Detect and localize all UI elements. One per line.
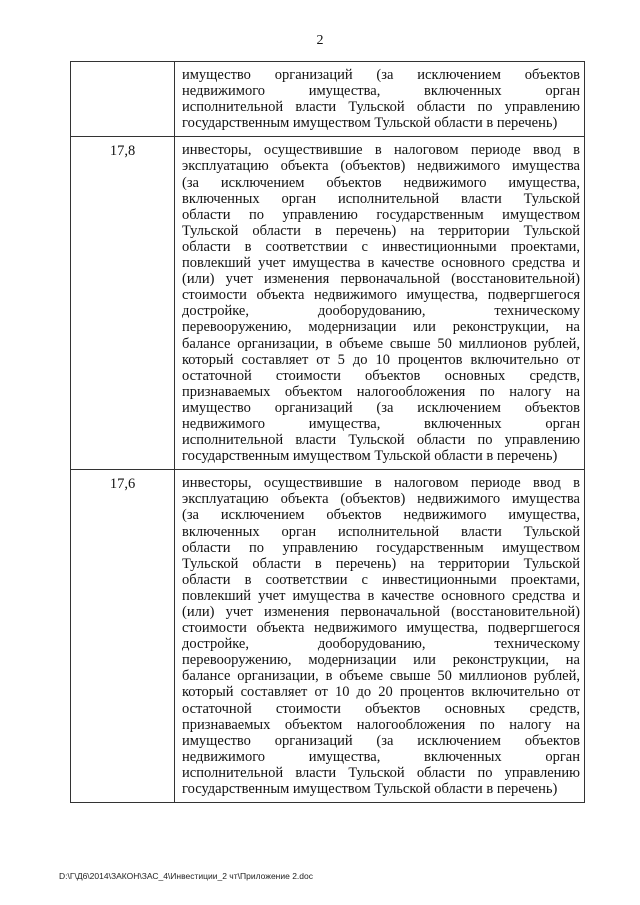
text-line: эксплуатацию объекта (объектов) недвижимого имущества: [182, 491, 580, 508]
text-line: достройке, дооборудованию, техническому: [182, 636, 580, 653]
text-line: балансе организации, в объеме свыше 50 миллионов рублей,: [182, 335, 580, 352]
text-line: исполнительной власти Тульской области по управлению: [182, 432, 580, 449]
text-line: стоимости объекта недвижимого имущества, подвергшегося: [182, 620, 580, 637]
text-line: перевооружению, модернизации или реконструкции, на: [182, 652, 580, 669]
text-line: повлекший учет имущества в качестве основного средства и: [182, 587, 580, 604]
text-line: имущество организаций (за исключением объектов: [182, 67, 580, 83]
text-line: области по управлению государственным имуществом: [182, 206, 580, 223]
text-line: недвижимого имущества, включенных орган: [182, 83, 580, 100]
text-line: исполнительной власти Тульской области по управлению: [182, 764, 580, 781]
page-number: 2: [316, 33, 324, 48]
text-line: имущество организаций (за исключением объектов: [182, 732, 580, 749]
text-line: исполнительной власти Тульской области по управлению: [182, 99, 580, 116]
tax-rate-cell: 17,8: [71, 137, 175, 470]
text-line: государственным имуществом Тульской области в перечень): [182, 115, 558, 132]
text-line: признаваемых объектом налогообложения по налогу на: [182, 383, 580, 400]
tax-rate-cell: [71, 62, 175, 137]
taxpayer-category-cell: [175, 137, 585, 470]
text-line: признаваемых объектом налогообложения по налогу на: [182, 716, 580, 733]
tax-rate-cell: 17,6: [71, 470, 175, 803]
text-line: инвесторы, осуществившие в налоговом периоде ввод в: [182, 142, 580, 159]
text-line: (за исключением объектов недвижимого имущества,: [182, 174, 580, 191]
text-line: (или) учет изменения первоначальной (восстановительной): [182, 604, 580, 620]
file-path-footer: D:\Г\Д6\2014\ЗАКОН\ЗАС_4\Инвестиции_2 чт\Приложение 2.doc: [59, 871, 313, 881]
text-line: включенных орган исполнительной власти Тульской: [182, 523, 580, 540]
text-line: эксплуатацию объекта (объектов) недвижимого имущества: [182, 158, 580, 175]
text-line: недвижимого имущества, включенных орган: [182, 415, 580, 432]
text-line: остаточной стоимости объектов основных средств,: [182, 367, 580, 384]
text-line: который составляет от 5 до 10 процентов включительно от: [182, 351, 580, 368]
table-row: [71, 470, 585, 803]
text-line: включенных орган исполнительной власти Тульской: [182, 190, 580, 207]
text-line: (или) учет изменения первоначальной (восстановительной): [182, 271, 580, 288]
text-line: недвижимого имущества, включенных орган: [182, 748, 580, 765]
text-line: Тульской области в перечень) на территории Тульской: [182, 222, 580, 239]
text-line: балансе организации, в объеме свыше 50 миллионов рублей,: [182, 668, 580, 685]
text-line: перевооружению, модернизации или реконструкции, на: [182, 319, 580, 336]
rates-table: [70, 61, 585, 803]
text-line: остаточной стоимости объектов основных средств,: [182, 700, 580, 717]
text-line: государственным имуществом Тульской области в перечень): [182, 781, 558, 798]
text-line: области по управлению государственным имуществом: [182, 539, 580, 556]
table-row: [71, 62, 585, 137]
text-line: государственным имуществом Тульской области в перечень): [182, 448, 558, 465]
table-row: [71, 137, 585, 470]
text-line: повлекший учет имущества в качестве основного средства и: [182, 255, 580, 272]
text-line: стоимости объекта недвижимого имущества, подвергшегося: [182, 287, 580, 304]
text-line: инвесторы, осуществившие в налоговом периоде ввод в: [182, 475, 580, 492]
text-line: имущество организаций (за исключением объектов: [182, 399, 580, 416]
taxpayer-category-cell: [175, 62, 585, 137]
taxpayer-category-cell: [175, 470, 585, 803]
text-line: области в соответствии с инвестиционными проектами,: [182, 571, 580, 588]
text-line: области в соответствии с инвестиционными проектами,: [182, 238, 580, 255]
text-line: Тульской области в перечень) на территории Тульской: [182, 555, 580, 572]
text-line: который составляет от 10 до 20 процентов включительно от: [182, 684, 580, 701]
text-line: достройке, дооборудованию, техническому: [182, 303, 580, 320]
text-line: (за исключением объектов недвижимого имущества,: [182, 507, 580, 524]
